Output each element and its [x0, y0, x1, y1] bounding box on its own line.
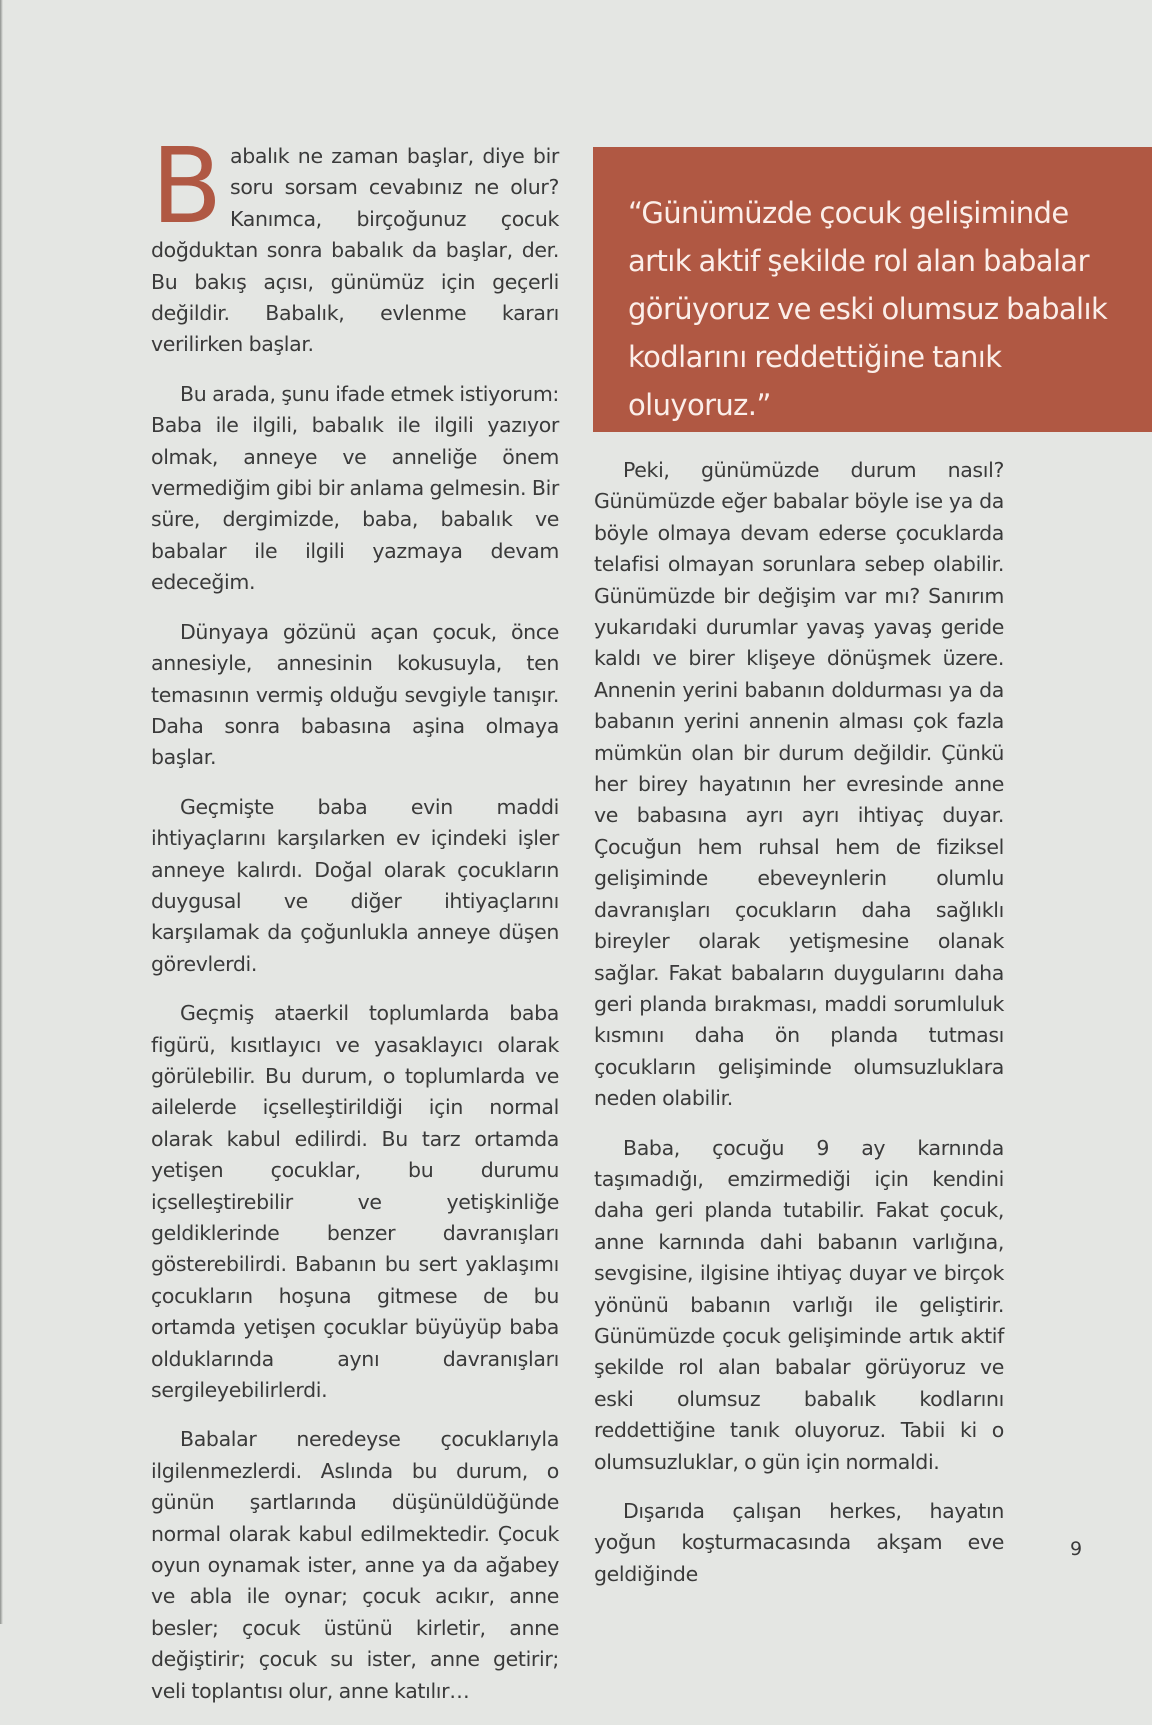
- page-number: 9: [1070, 1538, 1083, 1560]
- paragraph-1-text: abalık ne zaman başlar, diye bir soru sorsam cevabınız ne olur? Kanımca, birçoğunuz çocuk doğduktan sonra babalık da başlar, der. Bu bakış açısı, günümüz için geçerli değildir. Babalık, evlenme kararı verilirken başlar.: [151, 144, 559, 357]
- pull-quote-box: [593, 147, 1152, 432]
- page-edge-shadow: [0, 0, 3, 1624]
- paragraph-1: [151, 125, 559, 361]
- paragraph-9: Dışarıda çalışan herkes, hayatın yoğun koşturmacasında akşam eve geldiğinde: [594, 1499, 1004, 1586]
- paragraph-8: Baba, çocuğu 9 ay karnında taşımadığı, emzirmediği için kendini daha geri planda tutabilir. Fakat çocuk, anne karnında dahi babanın varlığına, sevgisine, ilgisine ihtiyaç duyar ve birçok yönünü babanın varlığı ile geliştirir. Günümüzde çocuk gelişiminde artık aktif şekilde rol alan babalar görüyoruz ve eski olumsuz babalık kodlarını reddettiğine tanık oluyoruz. Tabii ki o olumsuzluklar, o gün için normaldi.: [594, 1135, 1004, 1474]
- paragraph-4: Geçmişte baba evin maddi ihtiyaçlarını karşılarken ev içindeki işler anneye kalırdı. Doğal olarak çocukların duygusal ve diğer ihtiyaçlarını karşılamak da çoğunlukla anneye düşen görevlerdi.: [151, 794, 559, 976]
- paragraph-3: Dünyaya gözünü açan çocuk, önce annesiyle, annesinin kokusuyla, ten temasının vermiş olduğu sevgiyle tanışır. Daha sonra babasına aşina olmaya başlar.: [151, 619, 559, 770]
- paragraph-2: Bu arada, şunu ifade etmek istiyorum: Baba ile ilgili, babalık ile ilgili yazıyor olmak, anneye ve anneliğe önem vermediğim gibi bir anlama gelmesin. Bir süre, dergimizde, baba, babalık ve babalar ile ilgili yazmaya devam edeceğim.: [151, 381, 559, 595]
- paragraph-7: Peki, günümüzde durum nasıl? Günümüzde eğer babalar böyle ise ya da böyle olmaya devam ederse çocuklarda telafisi olmayan sorunlara sebep olabilir. Günümüzde bir değişim var mı? Sanırım yukarıdaki durumlar yavaş yavaş geride kaldı ve birer klişeye dönüşmek üzere. Annenin yerini babanın doldurması ya da babanın yerini annenin alması çok fazla mümkün olan bir durum değildir. Çünkü her birey hayatının her evresinde anne ve babasına ayrı ayrı ihtiyaç duyar. Çocuğun hem ruhsal hem de fiziksel gelişiminde ebeveynlerin olumlu davranışları çocukların daha sağlıklı bireyler olarak yetişmesine olanak sağlar. Fakat babaların duygularını daha geri planda bırakması, maddi sorumluluk kısmını daha ön planda tutması çocukların gelişiminde olumsuzluklara neden olabilir.: [594, 458, 1004, 1111]
- pull-quote-text: “Günümüzde çocuk gelişiminde artık aktif şekilde rol alan babalar görüyoruz ve eski olumsuz babalık kodlarını reddettiğine tanık oluyoruz.”: [628, 196, 1108, 422]
- drop-cap: B: [151, 125, 222, 247]
- paragraph-6: Babalar neredeyse çocuklarıyla ilgilenmezlerdi. Aslında bu durum, o günün şartlarında düşünüldüğünde normal olarak kabul edilmektedir. Çocuk oyun oynamak ister, anne ya da ağabey ve abla ile oynar; çocuk acıkır, anne besler; çocuk üstünü kirletir, anne değiştirir; çocuk su ister, anne getirir; veli toplantısı olur, anne katılır…: [151, 1427, 559, 1703]
- paragraph-5: Geçmiş ataerkil toplumlarda baba figürü, kısıtlayıcı ve yasaklayıcı olarak görülebilir. Bu durum, o toplumlarda ve ailelerde içselleştirildiği için normal olarak kabul edilirdi. Bu tarz ortamda yetişen çocuklar, bu durumu içselleştirebilir ve yetişkinliğe geldiklerinde benzer davranışları gösterebilirdi. Babanın bu sert yaklaşımı çocukların hoşuna gitmese de bu ortamda yetişen çocuklar büyüyüp baba olduklarında aynı davranışları sergileyebilirlerdi.: [151, 1001, 559, 1403]
- right-column: [594, 455, 1004, 1608]
- left-column: [151, 125, 559, 1725]
